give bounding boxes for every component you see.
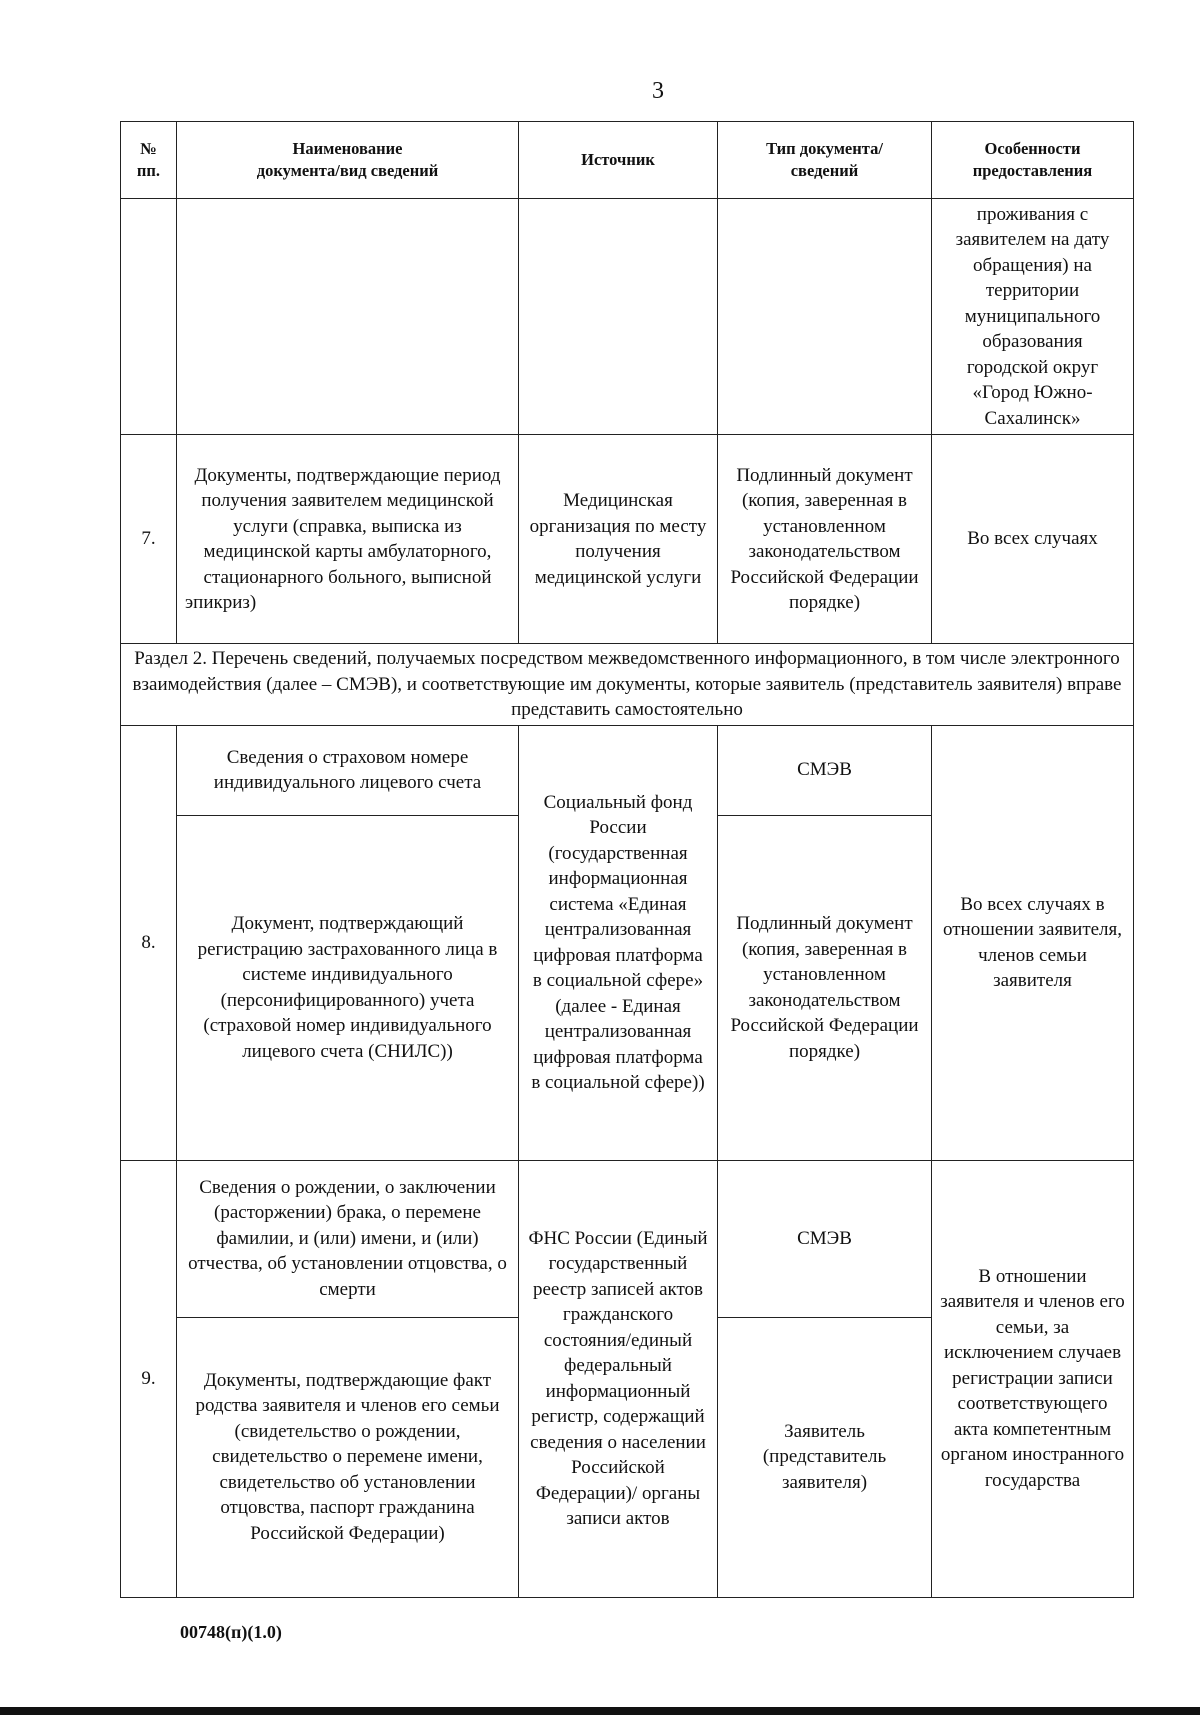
page-number: 3 [652,78,664,104]
table-row-8a [121,725,1134,815]
header-features: Особенности предоставления [932,122,1134,199]
cell-num-8: 8. [121,725,177,1160]
cell-num-7: 7. [121,435,177,644]
documents-table [120,121,1134,1598]
cell-type-9a: СМЭВ [718,1160,932,1317]
section-2-heading: Раздел 2. Перечень сведений, получаемых посредством межведомственного информационного, в том числе электронного взаимодействия (далее – СМЭВ), и соответствующие им документы, которые заявитель (представитель заявителя) вправе представить самостоятельно [121,644,1134,726]
cell-source-continuation [519,199,718,435]
cell-name-continuation [177,199,519,435]
cell-source-9: ФНС России (Единый государственный реестр записей актов гражданского состояния/единый федеральный информационный регистр, содержащий сведения о населении Российской Федерации)/ органы записи актов [519,1160,718,1597]
cell-source-8: Социальный фонд России (государственная информационная система «Единая централизованная цифровая платформа в социальной сфере» (далее - Единая централизованная цифровая платформа в социальной сфере)) [519,725,718,1160]
header-source: Источник [519,122,718,199]
cell-name-7: Документы, подтверждающие период получения заявителем медицинской услуги (справка, выписка из медицинской карты амбулаторного, стационарного больного, выписной эпикриз) [177,435,519,644]
table-row-7 [121,435,1134,644]
cell-type-7: Подлинный документ (копия, заверенная в установленном законодательством Российской Федерации порядке) [718,435,932,644]
cell-type-continuation [718,199,932,435]
table-row-continuation [121,199,1134,435]
cell-name-8a: Сведения о страховом номере индивидуального лицевого счета [177,725,519,815]
footer-document-code: 00748(п)(1.0) [180,1622,282,1642]
scan-bottom-edge [0,1707,1200,1715]
cell-type-8a: СМЭВ [718,725,932,815]
cell-num-continuation [121,199,177,435]
cell-type-8b: Подлинный документ (копия, заверенная в установленном законодательством Российской Федерации порядке) [718,815,932,1160]
header-name: Наименование документа/вид сведений [177,122,519,199]
section-2-row [121,644,1134,726]
cell-type-9b: Заявитель (представитель заявителя) [718,1317,932,1597]
cell-source-7: Медицинская организация по месту получения медицинской услуги [519,435,718,644]
cell-features-7: Во всех случаях [932,435,1134,644]
cell-num-9: 9. [121,1160,177,1597]
table-row-9a [121,1160,1134,1317]
cell-name-8b: Документ, подтверждающий регистрацию застрахованного лица в системе индивидуального (персонифицированного) учета (страховой номер индивидуального лицевого счета (СНИЛС)) [177,815,519,1160]
cell-name-9b: Документы, подтверждающие факт родства заявителя и членов его семьи (свидетельство о рождении, свидетельство о перемене имени, свидетельство об установлении отцовства, паспорт гражданина Российской Федерации) [177,1317,519,1597]
table-header-row [121,122,1134,199]
cell-name-9a: Сведения о рождении, о заключении (расторжении) брака, о перемене фамилии, и (или) имени, и (или) отчества, об установлении отцовства, о смерти [177,1160,519,1317]
header-num: № пп. [121,122,177,199]
cell-features-8: Во всех случаях в отношении заявителя, членов семьи заявителя [932,725,1134,1160]
cell-features-continuation: проживания с заявителем на дату обращения) на территории муниципального образования городской округ «Город Южно-Сахалинск» [932,199,1134,435]
header-type: Тип документа/ сведений [718,122,932,199]
cell-features-9: В отношении заявителя и членов его семьи, за исключением случаев регистрации записи соответствующего акта компетентным органом иностранного государства [932,1160,1134,1597]
